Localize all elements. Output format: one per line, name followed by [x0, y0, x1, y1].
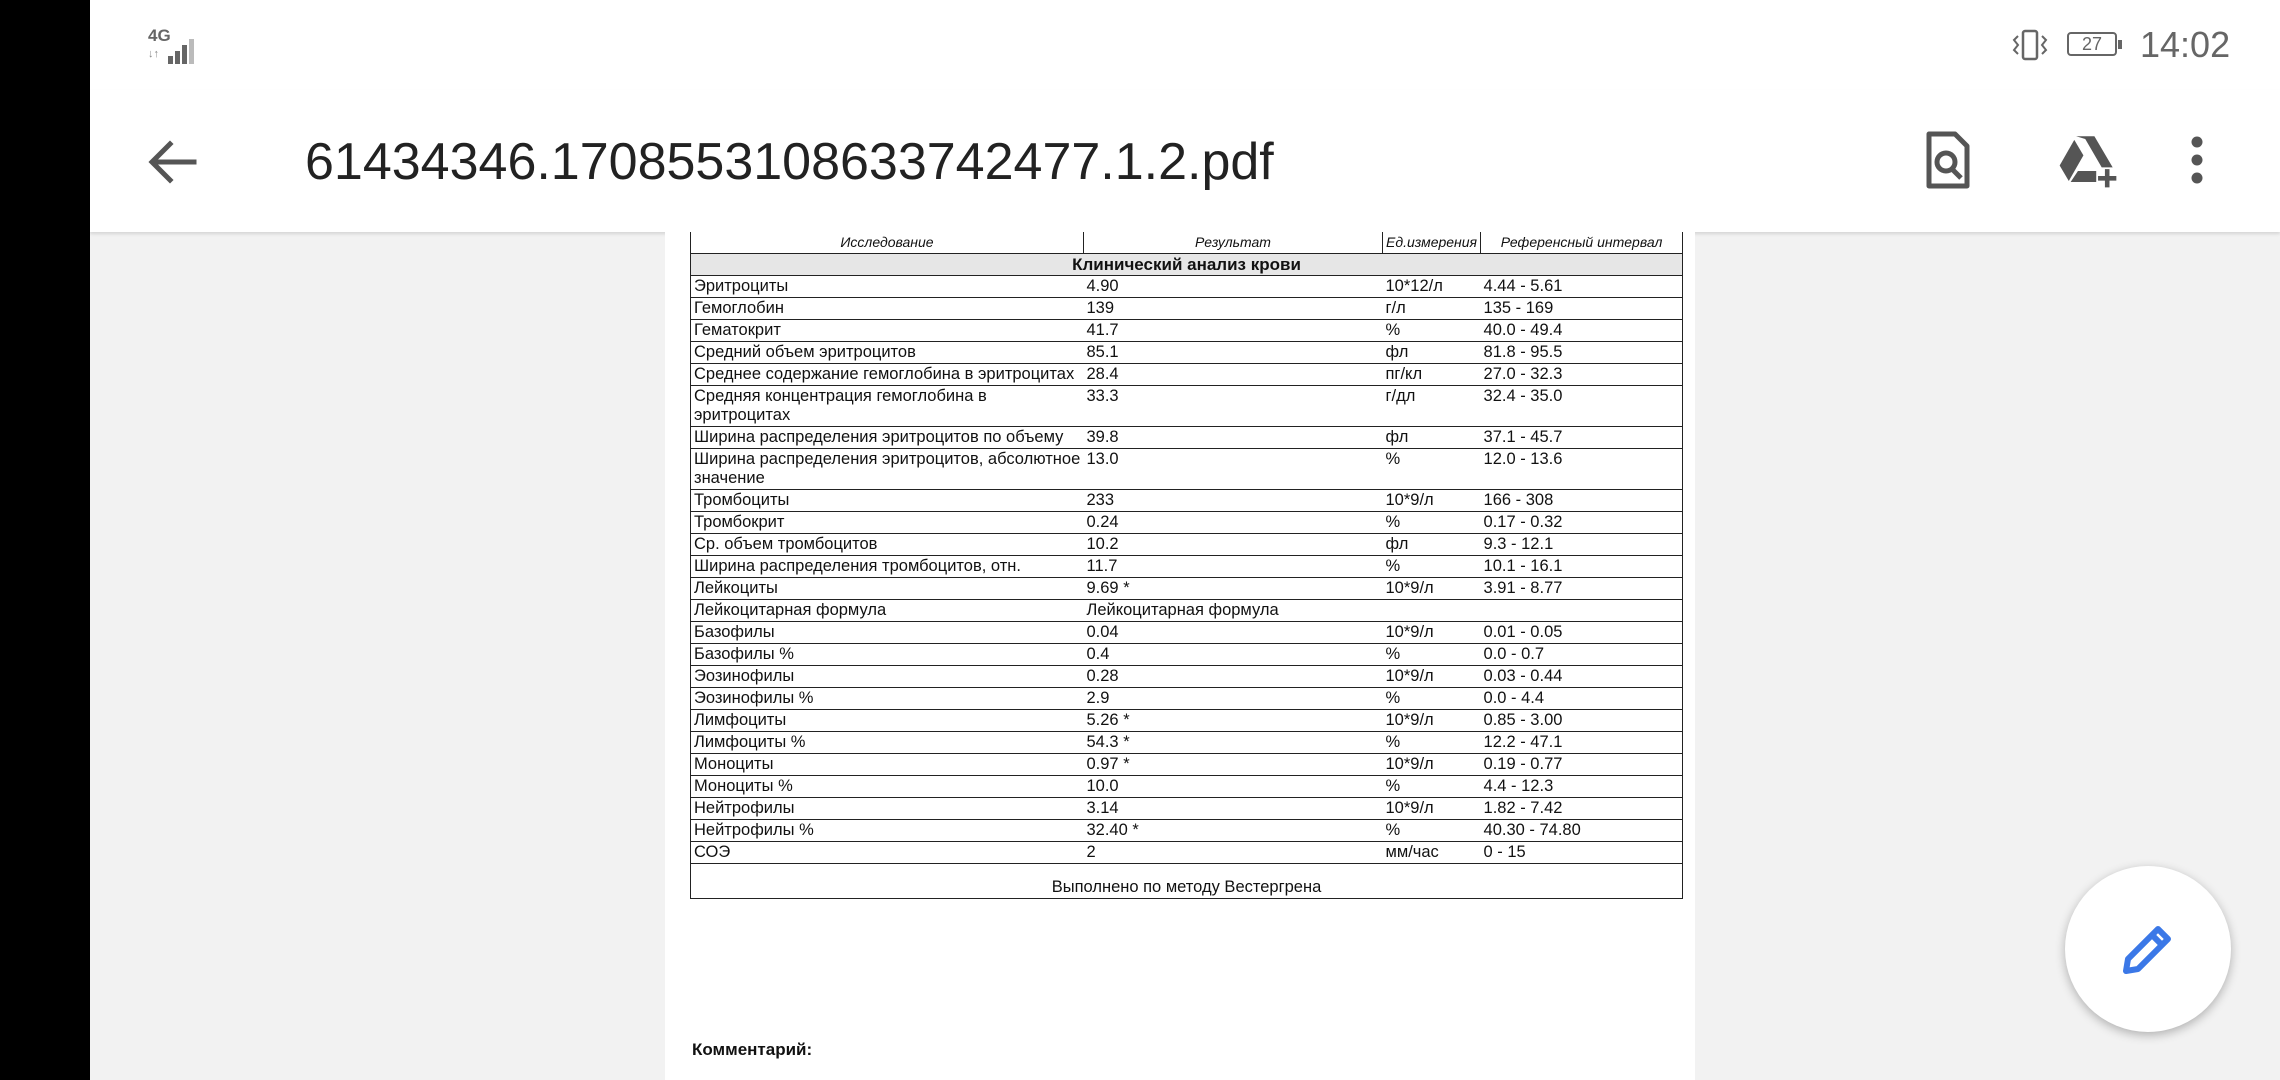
blood-test-table — [690, 232, 1683, 899]
table-row — [691, 776, 1683, 798]
test-name: Тромбокрит — [691, 512, 1084, 534]
unit: г/дл — [1383, 386, 1481, 427]
reference-range: 12.0 - 13.6 — [1481, 449, 1683, 490]
file-title: 61434346.1708553108633742477.1.2.pdf — [305, 133, 1274, 191]
table-row — [691, 842, 1683, 864]
table-row — [691, 798, 1683, 820]
network-type: 4G — [148, 26, 171, 45]
result-value: 33.3 — [1084, 386, 1383, 427]
comment-label: Комментарий: — [692, 1040, 813, 1059]
test-name: Средний объем эритроцитов — [691, 342, 1084, 364]
reference-range: 27.0 - 32.3 — [1481, 364, 1683, 386]
table-row — [691, 342, 1683, 364]
reference-range: 135 - 169 — [1481, 298, 1683, 320]
battery-icon: 27 — [2067, 32, 2117, 56]
test-name: Гематокрит — [691, 320, 1084, 342]
table-row — [691, 386, 1683, 427]
result-value: 54.3 * — [1084, 732, 1383, 754]
reference-range: 0.01 - 0.05 — [1481, 622, 1683, 644]
result-value: Лейкоцитарная формула — [1084, 600, 1383, 622]
add-to-drive-icon[interactable] — [2056, 128, 2120, 192]
reference-range — [1481, 600, 1683, 622]
table-row — [691, 622, 1683, 644]
result-value: 2 — [1084, 842, 1383, 864]
result-value: 3.14 — [1084, 798, 1383, 820]
test-name: Ширина распределения тромбоцитов, отн. — [691, 556, 1084, 578]
unit: % — [1383, 556, 1481, 578]
edit-fab[interactable] — [2065, 866, 2231, 1032]
unit: г/л — [1383, 298, 1481, 320]
unit: 10*9/л — [1383, 578, 1481, 600]
unit: % — [1383, 449, 1481, 490]
unit: % — [1383, 320, 1481, 342]
table-row — [691, 688, 1683, 710]
test-name: Ширина распределения эритроцитов, абсолютное значение — [691, 449, 1084, 490]
table-row — [691, 666, 1683, 688]
result-value: 0.24 — [1084, 512, 1383, 534]
test-name: Ширина распределения эритроцитов по объему — [691, 427, 1084, 449]
section-row — [691, 254, 1683, 276]
test-name: Гемоглобин — [691, 298, 1084, 320]
table-row — [691, 534, 1683, 556]
result-value: 10.0 — [1084, 776, 1383, 798]
test-name: Средняя концентрация гемоглобина в эритроцитах — [691, 386, 1084, 427]
header-reference: Референсный интервал — [1481, 232, 1683, 254]
result-value: 39.8 — [1084, 427, 1383, 449]
test-name: Лейкоциты — [691, 578, 1084, 600]
reference-range: 0.0 - 0.7 — [1481, 644, 1683, 666]
unit: % — [1383, 512, 1481, 534]
test-name: Эритроциты — [691, 276, 1084, 298]
unit: фл — [1383, 534, 1481, 556]
unit: % — [1383, 732, 1481, 754]
reference-range: 40.30 - 74.80 — [1481, 820, 1683, 842]
table-row — [691, 449, 1683, 490]
table-row — [691, 298, 1683, 320]
test-name: Лимфоциты — [691, 710, 1084, 732]
unit: 10*9/л — [1383, 710, 1481, 732]
pencil-icon — [2118, 919, 2178, 979]
test-name: Тромбоциты — [691, 490, 1084, 512]
table-row — [691, 556, 1683, 578]
reference-range: 81.8 - 95.5 — [1481, 342, 1683, 364]
test-name: Лимфоциты % — [691, 732, 1084, 754]
reference-range: 3.91 - 8.77 — [1481, 578, 1683, 600]
reference-range: 0.17 - 0.32 — [1481, 512, 1683, 534]
reference-range: 0.19 - 0.77 — [1481, 754, 1683, 776]
unit: 10*9/л — [1383, 754, 1481, 776]
result-value: 9.69 * — [1084, 578, 1383, 600]
table-row — [691, 364, 1683, 386]
table-row — [691, 600, 1683, 622]
result-value: 41.7 — [1084, 320, 1383, 342]
result-value: 32.40 * — [1084, 820, 1383, 842]
header-unit: Ед.измерения — [1383, 232, 1481, 254]
unit: % — [1383, 820, 1481, 842]
test-name: Ср. объем тромбоцитов — [691, 534, 1084, 556]
result-value: 139 — [1084, 298, 1383, 320]
result-value: 11.7 — [1084, 556, 1383, 578]
table-row — [691, 427, 1683, 449]
reference-range: 0 - 15 — [1481, 842, 1683, 864]
unit: % — [1383, 688, 1481, 710]
result-value: 233 — [1084, 490, 1383, 512]
test-name: Эозинофилы % — [691, 688, 1084, 710]
reference-range: 1.82 - 7.42 — [1481, 798, 1683, 820]
unit: % — [1383, 776, 1481, 798]
test-name: Базофилы % — [691, 644, 1084, 666]
unit: 10*9/л — [1383, 490, 1481, 512]
unit: 10*9/л — [1383, 622, 1481, 644]
table-row — [691, 578, 1683, 600]
test-name: Моноциты % — [691, 776, 1084, 798]
unit: фл — [1383, 342, 1481, 364]
test-name: Моноциты — [691, 754, 1084, 776]
unit: % — [1383, 644, 1481, 666]
vibrate-icon — [2010, 28, 2050, 62]
reference-range: 37.1 - 45.7 — [1481, 427, 1683, 449]
table-row — [691, 820, 1683, 842]
test-name: Нейтрофилы % — [691, 820, 1084, 842]
pdf-page — [665, 232, 1695, 1080]
test-name: Нейтрофилы — [691, 798, 1084, 820]
result-value: 0.4 — [1084, 644, 1383, 666]
signal-icon: 4G ↓↑ — [148, 26, 208, 64]
result-value: 2.9 — [1084, 688, 1383, 710]
app-bar — [90, 90, 2280, 232]
reference-range: 12.2 - 47.1 — [1481, 732, 1683, 754]
unit: фл — [1383, 427, 1481, 449]
result-value: 5.26 * — [1084, 710, 1383, 732]
header-result: Результат — [1084, 232, 1383, 254]
test-name: Эозинофилы — [691, 666, 1084, 688]
reference-range: 166 - 308 — [1481, 490, 1683, 512]
unit: 10*9/л — [1383, 666, 1481, 688]
reference-range: 0.0 - 4.4 — [1481, 688, 1683, 710]
reference-range: 0.85 - 3.00 — [1481, 710, 1683, 732]
result-value: 13.0 — [1084, 449, 1383, 490]
more-options-icon[interactable] — [2185, 128, 2209, 192]
header-test: Исследование — [691, 232, 1084, 254]
unit: 10*9/л — [1383, 798, 1481, 820]
table-header-row — [691, 232, 1683, 254]
reference-range: 4.44 - 5.61 — [1481, 276, 1683, 298]
method-note: Выполнено по методу Вестергрена — [691, 864, 1683, 899]
unit: мм/час — [1383, 842, 1481, 864]
reference-range: 40.0 - 49.4 — [1481, 320, 1683, 342]
reference-range: 4.4 - 12.3 — [1481, 776, 1683, 798]
table-row — [691, 710, 1683, 732]
result-value: 28.4 — [1084, 364, 1383, 386]
table-row — [691, 490, 1683, 512]
table-row — [691, 732, 1683, 754]
pdf-viewer-screen — [90, 0, 2280, 1080]
test-name: Лейкоцитарная формула — [691, 600, 1084, 622]
table-row — [691, 644, 1683, 666]
status-bar — [90, 0, 2280, 90]
section-title: Клинический анализ крови — [691, 254, 1683, 276]
result-value: 0.04 — [1084, 622, 1383, 644]
back-arrow-icon[interactable] — [142, 132, 202, 192]
result-value: 10.2 — [1084, 534, 1383, 556]
table-row — [691, 320, 1683, 342]
reference-range: 10.1 - 16.1 — [1481, 556, 1683, 578]
result-value: 4.90 — [1084, 276, 1383, 298]
table-row — [691, 754, 1683, 776]
test-name: СОЭ — [691, 842, 1084, 864]
footer-row — [691, 864, 1683, 899]
result-value: 85.1 — [1084, 342, 1383, 364]
find-in-page-icon[interactable] — [1915, 128, 1979, 192]
table-row — [691, 276, 1683, 298]
test-name: Среднее содержание гемоглобина в эритроцитах — [691, 364, 1084, 386]
result-value: 0.97 * — [1084, 754, 1383, 776]
table-row — [691, 512, 1683, 534]
unit: 10*12/л — [1383, 276, 1481, 298]
test-name: Базофилы — [691, 622, 1084, 644]
reference-range: 32.4 - 35.0 — [1481, 386, 1683, 427]
unit: пг/кл — [1383, 364, 1481, 386]
reference-range: 9.3 - 12.1 — [1481, 534, 1683, 556]
clock: 14:02 — [2140, 24, 2231, 65]
reference-range: 0.03 - 0.44 — [1481, 666, 1683, 688]
unit — [1383, 600, 1481, 622]
result-value: 0.28 — [1084, 666, 1383, 688]
